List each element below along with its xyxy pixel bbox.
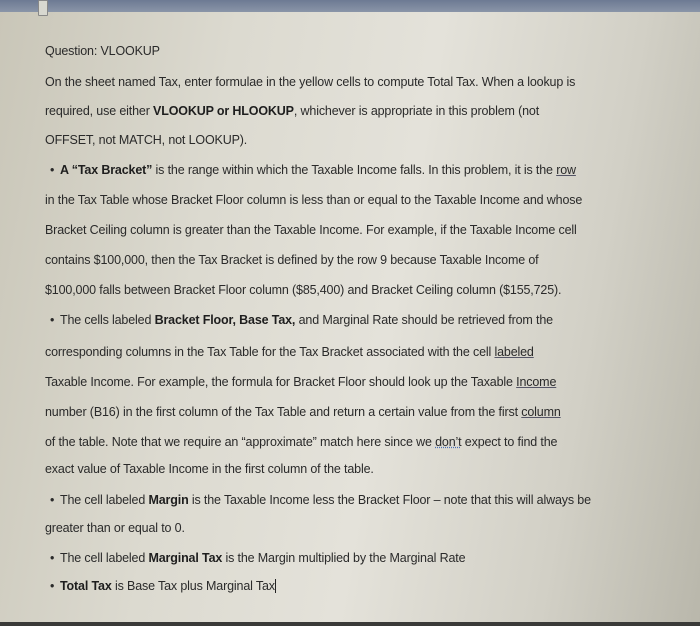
paragraph-line <box>45 133 247 147</box>
text-run: expect to find the <box>461 435 558 449</box>
text-run: is the range within which the Taxable Income falls. In this problem, it is the <box>152 163 557 177</box>
text-run: Question: VLOOKUP <box>45 44 160 58</box>
text-run: is Base Tax plus Marginal Tax <box>111 579 275 593</box>
bold-text: Margin <box>148 493 189 507</box>
text-run: The cells labeled <box>60 313 155 327</box>
spellcheck-flagged-text: don’t <box>435 435 462 449</box>
bullet-icon: • <box>50 579 55 593</box>
paragraph-line <box>45 253 538 267</box>
question-title <box>45 44 160 58</box>
text-run: exact value of Taxable Income in the first column of the table. <box>45 462 374 476</box>
paragraph-line <box>50 551 465 565</box>
underlined-text: Income <box>516 375 557 389</box>
text-run: OFFSET, not MATCH, not LOOKUP). <box>45 133 248 147</box>
text-run: , whichever is appropriate in this problem (not <box>293 104 540 118</box>
paragraph-line <box>45 75 575 89</box>
paragraph-line <box>45 345 534 359</box>
text-run: in the Tax Table whose Bracket Floor column is less than or equal to the Taxable Income and whose <box>45 193 583 207</box>
bullet-icon: • <box>50 551 55 565</box>
text-run: On the sheet named Tax, enter formulae in the yellow cells to compute Total Tax. When a lookup is <box>45 75 576 89</box>
underlined-text: labeled <box>494 345 534 359</box>
text-run: Bracket Ceiling column is greater than the Taxable Income. For example, if the Taxable Income cell <box>45 223 577 237</box>
text-run: greater than or equal to 0. <box>45 521 185 535</box>
text-run: The cell labeled <box>60 551 149 565</box>
text-run: $100,000 falls between Bracket Floor column ($85,400) and Bracket Ceiling column ($155,725). <box>45 283 562 297</box>
text-run: of the table. Note that we require an “approximate” match here since we <box>45 435 436 449</box>
paragraph-line <box>50 313 553 327</box>
paragraph-line <box>50 579 276 593</box>
screen-bezel-edge <box>0 622 700 626</box>
text-run: contains $100,000, then the Tax Bracket is defined by the row 9 because Taxable Income of <box>45 253 539 267</box>
paragraph-line <box>45 223 577 237</box>
text-run: and Marginal Rate should be retrieved from the <box>295 313 553 327</box>
paragraph-line <box>50 163 576 177</box>
text-run: corresponding columns in the Tax Table for the Tax Bracket associated with the cell <box>45 345 495 359</box>
bold-text: A “Tax Bracket” <box>60 163 153 177</box>
paragraph-line <box>45 283 561 297</box>
bullet-icon: • <box>50 163 55 177</box>
text-run: is the Taxable Income less the Bracket Floor – note that this will always be <box>188 493 591 507</box>
bold-text: Total Tax <box>60 579 112 593</box>
text-cursor <box>275 579 276 593</box>
paragraph-line <box>45 375 556 389</box>
bullet-icon: • <box>50 313 55 327</box>
text-run: number (B16) in the first column of the Tax Table and return a certain value from the first <box>45 405 522 419</box>
bold-text: Bracket Floor, Base Tax, <box>154 313 296 327</box>
text-run: is the Margin multiplied by the Marginal Rate <box>222 551 466 565</box>
text-run: required, use either <box>45 104 154 118</box>
bold-text: VLOOKUP or HLOOKUP <box>153 104 294 118</box>
paragraph-line <box>45 521 185 535</box>
text-run: Taxable Income. For example, the formula for Bracket Floor should look up the Taxable <box>45 375 517 389</box>
paragraph-line <box>45 193 582 207</box>
bullet-icon: • <box>50 493 55 507</box>
bold-text: Marginal Tax <box>148 551 223 565</box>
underlined-text: row <box>556 163 576 177</box>
paragraph-line <box>50 493 591 507</box>
paragraph-line <box>45 104 539 118</box>
underlined-text: column <box>521 405 561 419</box>
text-run: The cell labeled <box>60 493 149 507</box>
paragraph-line <box>45 405 561 419</box>
paragraph-line <box>45 462 374 476</box>
paragraph-line <box>45 435 557 449</box>
